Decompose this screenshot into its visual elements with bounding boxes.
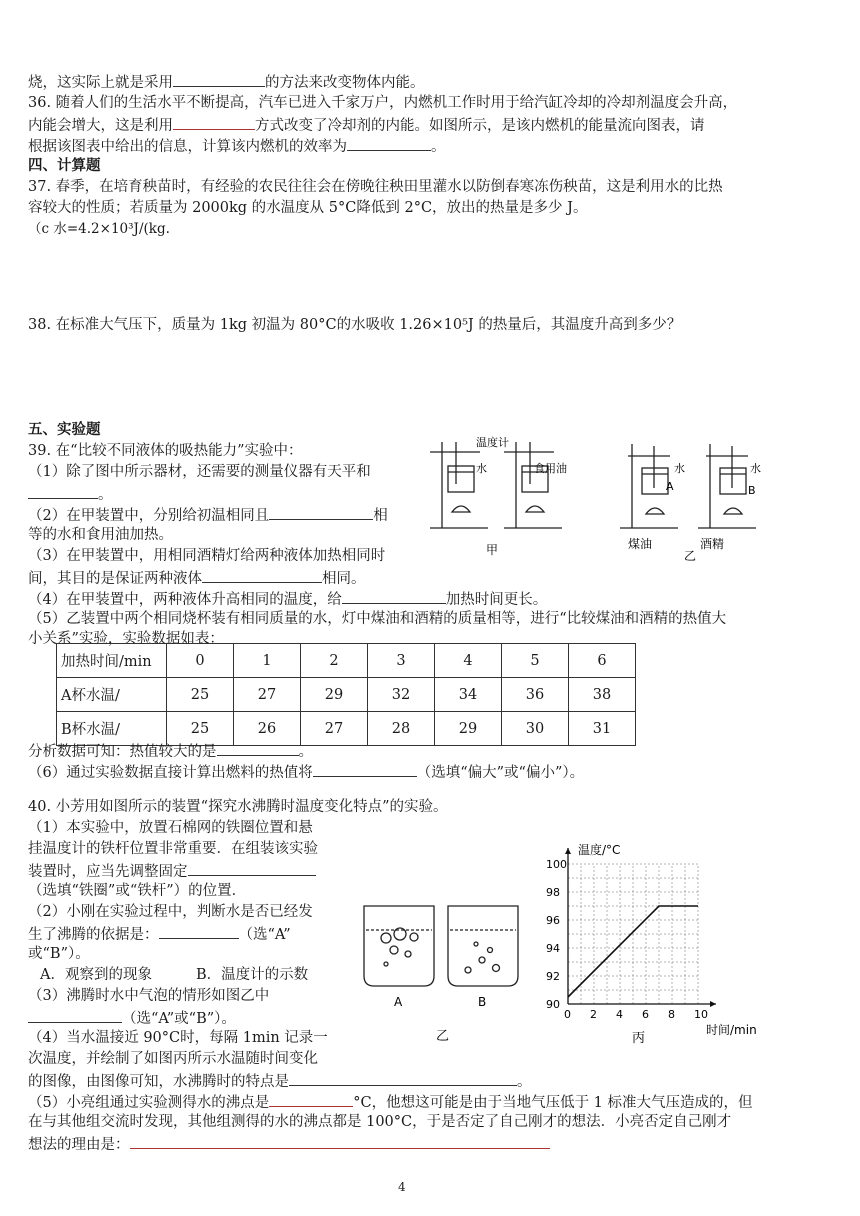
q36-text-3: 根据该图表中给出的信息，计算该内燃机的效率为 — [28, 139, 347, 155]
q40-p4-text: 的图像，由图像可知，水沸腾时的特点是 — [28, 1074, 289, 1090]
q40-p2-end: （选“A” — [238, 927, 291, 943]
q39-p6-text: （6）通过实验数据直接计算出燃料的热值将 — [28, 765, 313, 781]
y-tick-label: 96 — [546, 914, 560, 927]
q39-p4-end: 加热时间更长。 — [445, 592, 548, 608]
x-tick-label: 2 — [590, 1008, 597, 1021]
y-axis-arrow — [565, 848, 571, 854]
table-row-label-A: A杯水温/ — [57, 678, 167, 712]
chart-axes — [565, 848, 716, 1007]
q40-p3-end: （选“A”或“B”）。 — [122, 1011, 236, 1027]
temperature-time-chart — [520, 836, 780, 1046]
q36-line2 — [28, 115, 705, 135]
q39-p3a: （3）在甲装置中，用相同酒精灯给两种液体加热相同时 — [28, 548, 386, 564]
q40-p4a: （4）当水温接近 90°C时，每隔 1min 记录一 — [28, 1030, 328, 1046]
q39-blank-1[interactable] — [28, 484, 98, 499]
q39-p4-text: （4）在甲装置中，两种液体升高相同的温度，给 — [28, 592, 342, 608]
table-cell: 4 — [435, 644, 502, 678]
q39-p3-text: 间，其目的是保证两种液体 — [28, 571, 202, 587]
label-A: A — [666, 480, 674, 493]
q39-blank-6[interactable] — [313, 762, 417, 777]
beaker-label-B: B — [478, 995, 487, 1009]
q35-text: 烧，这实际上就是采用 — [28, 75, 173, 91]
q40-p5b: 在与其他组交流时发现，其他组测得的水的沸点都是 100°C，于是否定了自己刚才的想法．小亮否定自己刚才 — [28, 1114, 732, 1130]
table-cell: 25 — [167, 678, 234, 712]
label-water: 水 — [476, 462, 487, 475]
x-tick-label: 0 — [564, 1008, 571, 1021]
q39-blank-5[interactable] — [217, 741, 299, 756]
label-water-3: 水 — [750, 462, 761, 475]
q39-p6 — [28, 762, 584, 782]
y-tick-label: 98 — [546, 886, 560, 899]
chart-ticks — [546, 858, 708, 1021]
figure-label-bing: 丙 — [632, 1031, 646, 1046]
q40-p5c-text: 想法的理由是： — [28, 1137, 130, 1153]
q39-apparatus-figure — [428, 432, 778, 562]
table-cell: 27 — [234, 678, 301, 712]
q40-beaker-figure — [356, 888, 526, 1048]
q39-p2-end: 相 — [373, 508, 388, 524]
table-cell: 25 — [167, 712, 234, 746]
q40-blank-4[interactable] — [289, 1071, 517, 1086]
q40-option-A: A．观察到的现象 — [40, 967, 152, 983]
q40-p3b — [28, 1008, 236, 1028]
table-cell: 28 — [368, 712, 435, 746]
q35-line — [28, 72, 425, 92]
q35-text-end: 的方法来改变物体内能。 — [265, 75, 425, 91]
table-cell: 3 — [368, 644, 435, 678]
label-B: B — [748, 484, 756, 497]
q40-blank-3[interactable] — [28, 1008, 122, 1023]
y-tick-label: 92 — [546, 970, 560, 983]
table-cell: 0 — [167, 644, 234, 678]
q38-line: 38. 在标准大气压下，质量为 1kg 初温为 80°C的水吸收 1.26×10⁵J 的热量后，其温度升高到多少？ — [28, 317, 682, 333]
q39-p3b — [28, 568, 366, 588]
q36-blank-2[interactable] — [347, 136, 431, 151]
q39-blank-4[interactable] — [342, 589, 446, 604]
section-5-heading: 五、实验题 — [28, 421, 101, 438]
q40-p2-options — [40, 966, 308, 984]
q39-p2-text: （2）在甲装置中，分别给初温相同且 — [28, 508, 270, 524]
q36-line3 — [28, 136, 446, 156]
q36-end: 。 — [431, 139, 446, 155]
beaker-label-A: A — [394, 995, 403, 1009]
q40-option-B: B．温度计的示数 — [195, 967, 309, 983]
table-header-time: 加热时间/min — [57, 644, 167, 678]
q36-line1: 36. 随着人们的生活水平不断提高，汽车已进入千家万户，内燃机工作时用于给汽缸冷却的冷却剂温度会升高， — [28, 95, 738, 111]
q40-p1b: 挂温度计的铁杆位置非常重要．在组装该实验 — [28, 841, 318, 857]
q40-p5-text-2: °C，他想这可能是由于当地气压低于 1 标准大气压造成的，但 — [353, 1095, 753, 1111]
table-cell: 29 — [435, 712, 502, 746]
q40-intro: 40. 小芳用如图所示的装置“探究水沸腾时温度变化特点”的实验。 — [28, 799, 448, 815]
table-cell: 1 — [234, 644, 301, 678]
q40-blank-5[interactable] — [269, 1092, 353, 1107]
table-cell: 36 — [502, 678, 569, 712]
q40-p5a — [28, 1092, 753, 1112]
chart-grid — [568, 864, 698, 1004]
q40-p5-text: （5）小亮组通过实验测得水的沸点是 — [28, 1095, 270, 1111]
q39-p3-end: 相同。 — [322, 571, 366, 587]
table-cell: 31 — [569, 712, 636, 746]
label-alcohol: 酒精 — [700, 537, 725, 551]
table-cell: 32 — [368, 678, 435, 712]
q40-p2-text: 生了沸腾的依据是： — [28, 927, 159, 943]
q39-data-table — [56, 643, 636, 746]
q40-p1c — [28, 861, 316, 881]
q39-p6-end: （选填“偏大”或“偏小”）。 — [416, 765, 585, 781]
label-yi: 乙 — [684, 549, 697, 562]
x-axis-arrow — [710, 1001, 716, 1007]
q40-p2b — [28, 924, 291, 944]
table-cell: 30 — [502, 712, 569, 746]
label-jia: 甲 — [486, 543, 499, 557]
table-cell: 6 — [569, 644, 636, 678]
q40-p1d: （选填“铁圈”或“铁杆”）的位置． — [28, 883, 247, 899]
q40-p2c: 或“B”）。 — [28, 946, 90, 962]
q40-p4c — [28, 1071, 532, 1091]
q40-p4b: 次温度，并绘制了如图丙所示水温随时间变化 — [28, 1051, 318, 1067]
section-4-heading: 四、计算题 — [28, 157, 101, 174]
page-number: 4 — [398, 1180, 406, 1194]
q39-p1a: （1）除了图中所示器材，还需要的测量仪器有天平和 — [28, 464, 371, 480]
q40-blank-1[interactable] — [188, 861, 316, 876]
q39-p1b — [28, 484, 113, 504]
label-water-2: 水 — [674, 462, 685, 475]
q39-p5b: 小关系”实验，实验数据如表： — [28, 631, 224, 647]
q40-p1-text: 装置时，应当先调整固定 — [28, 864, 188, 880]
table-cell: 5 — [502, 644, 569, 678]
q36-text: 内能会增大，这是利用 — [28, 118, 173, 134]
q37-line1: 37. 春季，在培育秧苗时，有经验的农民往往会在傍晚往秧田里灌水以防倒春寒冻伤秧苗，这是利用水的比热 — [28, 179, 723, 195]
label-thermometer: 温度计 — [476, 436, 509, 449]
q40-p3a: （3）沸腾时水中气泡的情形如图乙中 — [28, 988, 270, 1004]
q39-blank-2[interactable] — [269, 505, 373, 520]
q40-p1a: （1）本实验中，放置石棉网的铁圈位置和悬 — [28, 820, 313, 836]
table-cell: 26 — [234, 712, 301, 746]
chart-xlabel: 时间/min — [706, 1023, 757, 1037]
x-tick-label: 6 — [642, 1008, 649, 1021]
table-cell: 38 — [569, 678, 636, 712]
q40-p2a: （2）小刚在实验过程中，判断水是否已经发 — [28, 904, 313, 920]
figure-label-yi: 乙 — [436, 1029, 450, 1044]
q39-p4 — [28, 589, 547, 609]
q39-intro: 39. 在“比较不同液体的吸热能力”实验中： — [28, 443, 303, 459]
q40-blank-2[interactable] — [159, 924, 239, 939]
table-row-label-B: B杯水温/ — [57, 712, 167, 746]
q39-p5a: （5）乙装置中两个相同烧杯装有相同质量的水，灯中煤油和酒精的质量相等，进行“比较煤油和酒精的热值大 — [28, 611, 727, 627]
y-tick-label: 90 — [546, 998, 560, 1011]
q37-line2: 容较大的性质；若质量为 2000kg 的水温度从 5°C降低到 2°C，放出的热量是多少 J。 — [28, 200, 588, 216]
y-tick-label: 94 — [546, 942, 560, 955]
q36-blank-1[interactable] — [173, 115, 255, 130]
table-row — [57, 678, 636, 712]
q39-analysis — [28, 741, 313, 761]
table-cell: 27 — [301, 712, 368, 746]
q36-text-2: 方式改变了冷却剂的内能。如图所示，是该内燃机的能量流向图表，请 — [255, 118, 705, 134]
q39-p1-end: 。 — [98, 487, 113, 503]
q39-p2a — [28, 505, 388, 525]
q35-blank[interactable] — [173, 72, 265, 87]
x-tick-label: 8 — [668, 1008, 675, 1021]
table-cell: 34 — [435, 678, 502, 712]
label-kerosene: 煤油 — [628, 537, 653, 551]
q40-p4-end: 。 — [517, 1074, 532, 1090]
q39-analysis-end: 。 — [298, 744, 313, 760]
q39-blank-3[interactable] — [202, 568, 322, 583]
q37-line3: （c 水=4.2×10³J/(kg. — [28, 221, 170, 237]
x-tick-label: 10 — [694, 1008, 708, 1021]
x-tick-label: 4 — [616, 1008, 623, 1021]
label-oil: 食用油 — [534, 462, 567, 475]
table-cell: 2 — [301, 644, 368, 678]
table-row — [57, 644, 636, 678]
y-tick-label: 100 — [546, 858, 567, 871]
q39-p2b: 等的水和食用油加热。 — [28, 527, 173, 543]
q39-analysis-text: 分析数据可知：热值较大的是 — [28, 744, 217, 760]
q40-blank-6[interactable] — [130, 1134, 550, 1149]
chart-ylabel: 温度/°C — [578, 843, 621, 857]
q40-p5c — [28, 1134, 550, 1154]
table-cell: 29 — [301, 678, 368, 712]
